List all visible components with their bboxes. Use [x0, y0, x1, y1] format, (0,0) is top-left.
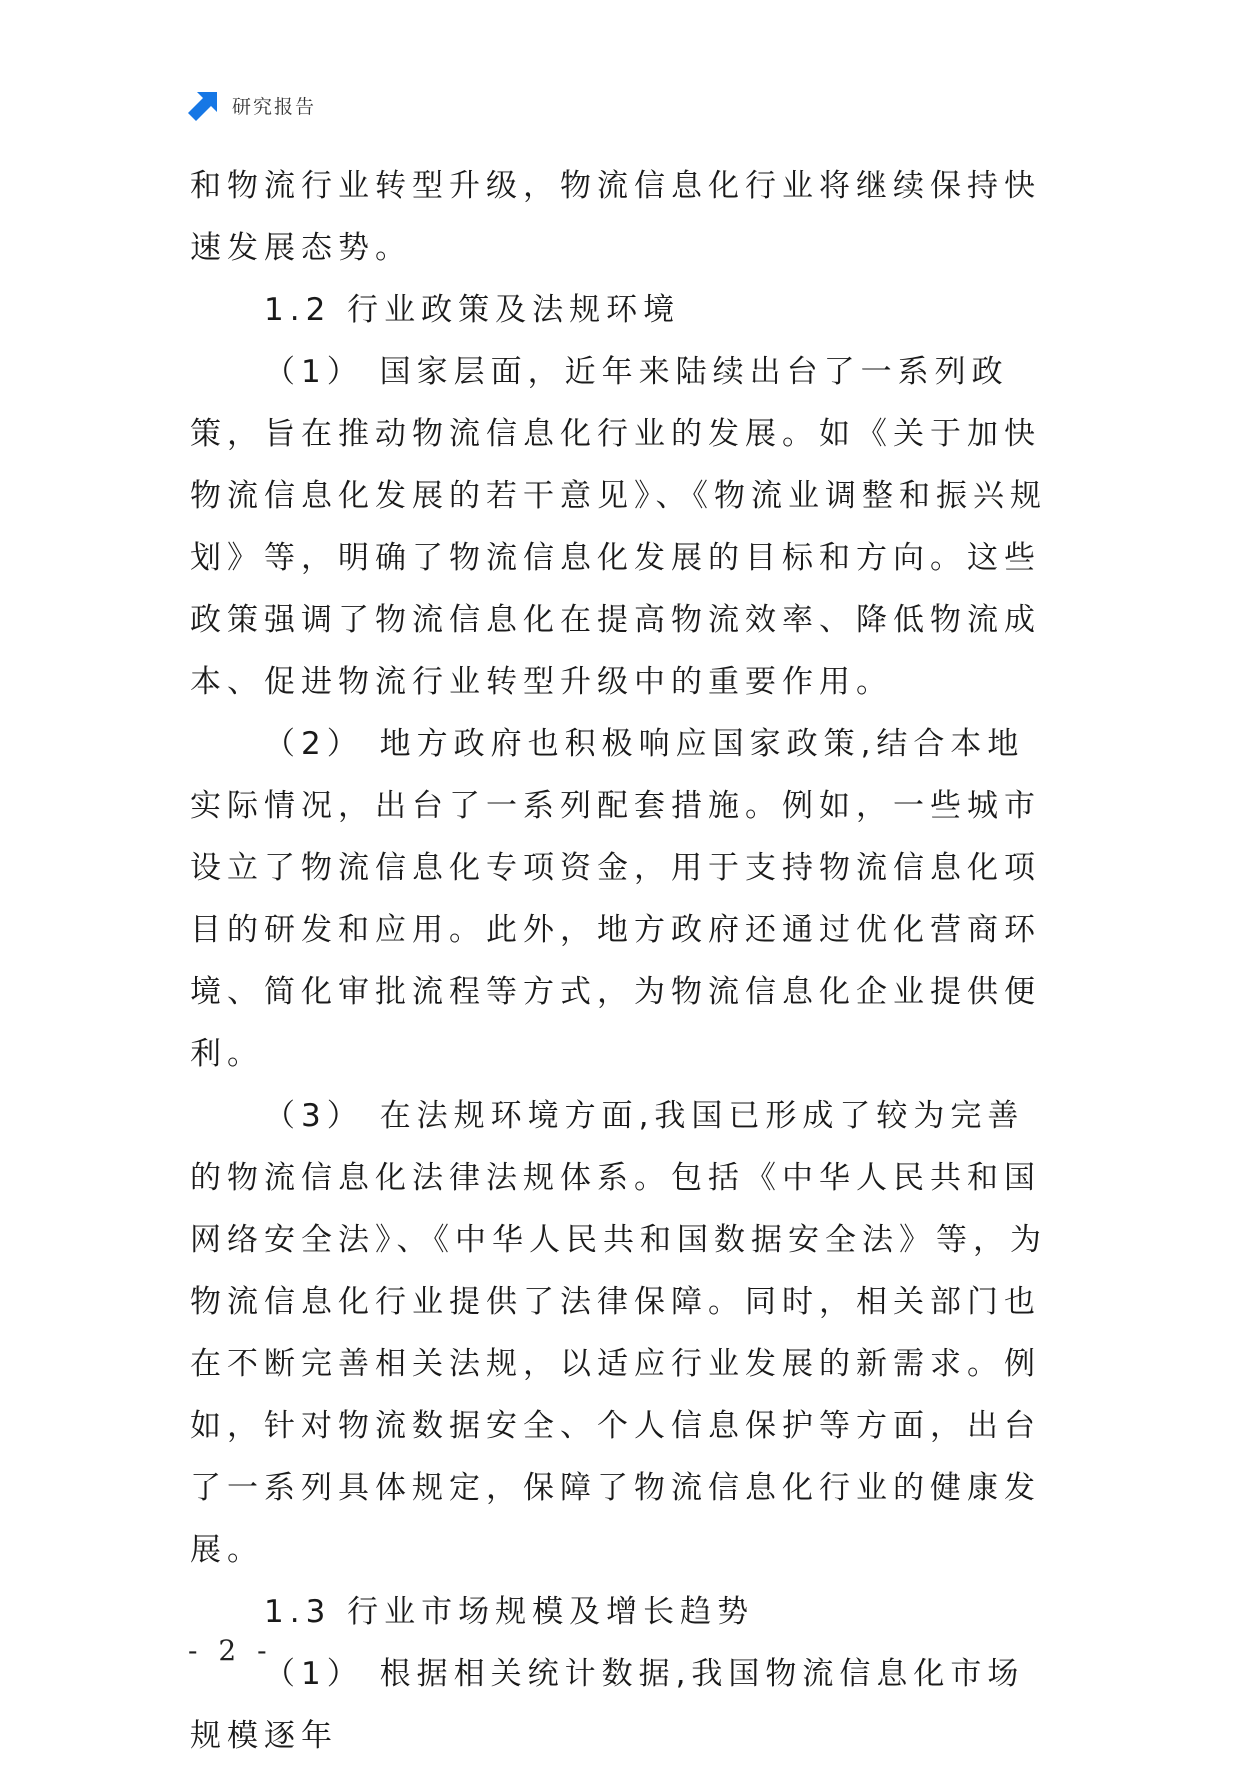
paragraph-regulations: （3） 在法规环境方面,我国已形成了较为完善的物流信息化法律法规体系。包括《中华人民共和国网络安全法》、《中华人民共和国数据安全法》等，为物流信息化行业提供了法律保障。同时，相关部门也在不断完善相关法规，以适应行业发展的新需求。例如，针对物流数据安全、个人信息保护等方面，出台了一系列具体规定，保障了物流信息化行业的健康发展。: [190, 1098, 1047, 1568]
section-heading-1-2: 1.2 行业政策及法规环境: [264, 292, 681, 328]
paragraph-market-size: （1） 根据相关统计数据,我国物流信息化市场规模逐年: [190, 1656, 1025, 1754]
page-number: - 2 -: [188, 1634, 273, 1667]
paragraph-continued: 和物流行业转型升级，物流信息化行业将继续保持快速发展态势。: [190, 168, 1041, 266]
paragraph-national-policy: （1） 国家层面，近年来陆续出台了一系列政策，旨在推动物流信息化行业的发展。如《关于加快物流信息化发展的若干意见》、《物流业调整和振兴规划》等，明确了物流信息化发展的目标和方向。这些政策强调了物流信息化在提高物流效率、降低物流成本、促进物流行业转型升级中的重要作用。: [190, 354, 1047, 700]
document-body: [190, 155, 1056, 1767]
paragraph-local-policy: （2） 地方政府也积极响应国家政策,结合本地实际情况，出台了一系列配套措施。例如，一些城市设立了物流信息化专项资金，用于支持物流信息化项目的研发和应用。此外，地方政府还通过优化营商环境、简化审批流程等方式，为物流信息化企业提供便利。: [190, 726, 1041, 1072]
section-heading-1-3: 1.3 行业市场规模及增长趋势: [264, 1594, 755, 1630]
header-title: 研究报告: [232, 95, 317, 118]
page-header: [188, 88, 316, 122]
arrow-up-right-icon: [188, 89, 220, 121]
